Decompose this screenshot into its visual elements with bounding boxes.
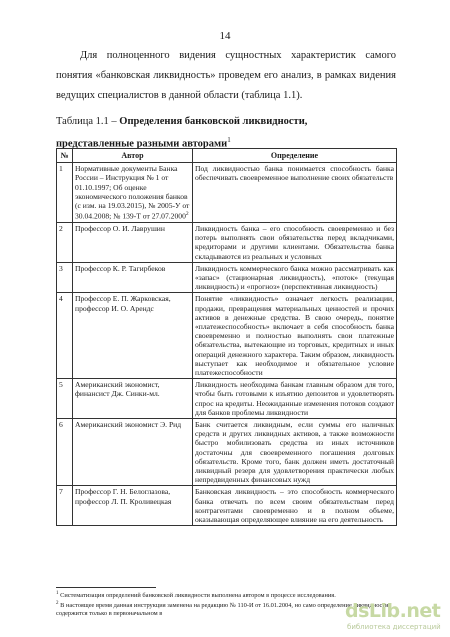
definitions-table bbox=[56, 148, 397, 526]
intro-paragraph bbox=[56, 46, 396, 106]
author-footnote-mark: 2 bbox=[185, 211, 189, 218]
row-definition: Банковская ликвидность – это способность коммерческого банка отвечать по всем своим обязательствам перед контрагентами своевременно и в полном объеме, оказывающая определяющее влияние на его деятельность bbox=[193, 486, 397, 526]
row-author: Профессор О. И. Лаврушин bbox=[73, 222, 193, 262]
table-row bbox=[57, 293, 397, 379]
row-author bbox=[73, 163, 193, 223]
row-num: 6 bbox=[57, 419, 73, 486]
footnote-text: Систематизация определений банковской ликвидности выполнена автором в процессе исследования. bbox=[58, 592, 336, 600]
table-row bbox=[57, 486, 397, 526]
header-num: № bbox=[57, 149, 73, 163]
footnote-text: В настоящее время данная инструкция заменена на редакцию № 110-И от 16.01.2004, но само определение ликвидности содержится только в первоначальном в bbox=[56, 602, 389, 618]
watermark-logo bbox=[345, 600, 445, 634]
table-title-footnote-mark: 1 bbox=[227, 136, 231, 144]
table-row bbox=[57, 163, 397, 223]
row-author: Профессор Г. Н. Белоглазова, профессор Л. П. Кроливецкая bbox=[73, 486, 193, 526]
footnote-mark: 1 bbox=[56, 591, 59, 596]
row-num: 4 bbox=[57, 293, 73, 379]
row-definition: Понятие «ликвидность» означает легкость реализации, продажи, превращения материальных ценностей и прочих активов в денежные средства. В свою очередь, понятие «платежеспособность» включает в себя способность банка своевременно и полностью выполнять свои платежные обязательства, вытекающие из торговых, кредитных и иных операций денежного характера. Таким образом, ликвидность выступает как необходимое и обязательное условие платежеспособности bbox=[193, 293, 397, 379]
row-num: 7 bbox=[57, 486, 73, 526]
row-num: 1 bbox=[57, 163, 73, 223]
table-title-bold-2: представленные разными авторами bbox=[56, 138, 228, 150]
table-row bbox=[57, 222, 397, 262]
row-num: 3 bbox=[57, 262, 73, 293]
table-header-row bbox=[57, 149, 397, 163]
table-row bbox=[57, 262, 397, 293]
footnote-1 bbox=[56, 590, 406, 600]
table-title-prefix: Таблица 1.1 – bbox=[56, 116, 120, 127]
watermark-tagline: библиотека диссертаций bbox=[347, 623, 441, 631]
row-definition: Под ликвидностью банка понимается способность банка обеспечивать своевременное выполнение своих обязательств bbox=[193, 163, 397, 223]
table-title-bold-1: Определения банковской ликвидности, bbox=[119, 116, 308, 127]
header-definition: Определение bbox=[193, 149, 397, 163]
watermark-logo-text: dsLib.net bbox=[345, 600, 441, 622]
table-row bbox=[57, 419, 397, 486]
row-author: Профессор Е. П. Жарковская, профессор И. О. Арендс bbox=[73, 293, 193, 379]
header-author: Автор bbox=[73, 149, 193, 163]
row-definition: Банк считается ликвидным, если суммы его наличных средств и других ликвидных активов, а также возможности быстро мобилизовать средства из иных источников достаточны для своевременного погашения долговых обязательств. Кроме того, банк должен иметь достаточный ликвидный резерв для удовлетворения практически любых непредвиденных финансовых нужд bbox=[193, 419, 397, 486]
row-author: Американский экономист Э. Рид bbox=[73, 419, 193, 486]
author-text: Нормативные документы Банка России – Инструкция № 1 от 01.10.1997; Об оценке экономического положения банков (с изм. на 19.03.2015), № 2005-У от 30.04.2008; № 139-Т от 27.07.2000 bbox=[75, 164, 190, 221]
row-num: 5 bbox=[57, 379, 73, 419]
row-author: Американский экономист, финансист Дж. Синки-мл. bbox=[73, 379, 193, 419]
table-row bbox=[57, 379, 397, 419]
row-num: 2 bbox=[57, 222, 73, 262]
footnote-divider bbox=[56, 587, 156, 588]
footnote-mark: 2 bbox=[56, 601, 59, 607]
row-definition: Ликвидность коммерческого банка можно рассматривать как «запас» (стационарная ликвидность), «поток» (текущая ликвидность) и «прогноз» (перспективная ликвидность) bbox=[193, 262, 397, 293]
intro-text: Для полноценного видения сущностных характеристик самого понятия «банковская ликвидность» проведем его анализ, в рамках видения ведущих специалистов в данной области (таблица 1.1). bbox=[56, 50, 396, 101]
row-definition: Ликвидность необходима банкам главным образом для того, чтобы быть готовыми к изъятию депозитов и удовлетворять спрос на кредиты. Неожиданные изменения потоков создают для банков проблемы ликвидности bbox=[193, 379, 397, 419]
row-author: Профессор К. Р. Тагирбеков bbox=[73, 262, 193, 293]
row-definition: Ликвидность банка – его способность своевременно и без потерь выполнять свои обязательства перед вкладчиками, кредиторами и другими клиентами. Обязательства банка складываются из реальных и условных bbox=[193, 222, 397, 262]
page-number: 14 bbox=[219, 30, 231, 42]
